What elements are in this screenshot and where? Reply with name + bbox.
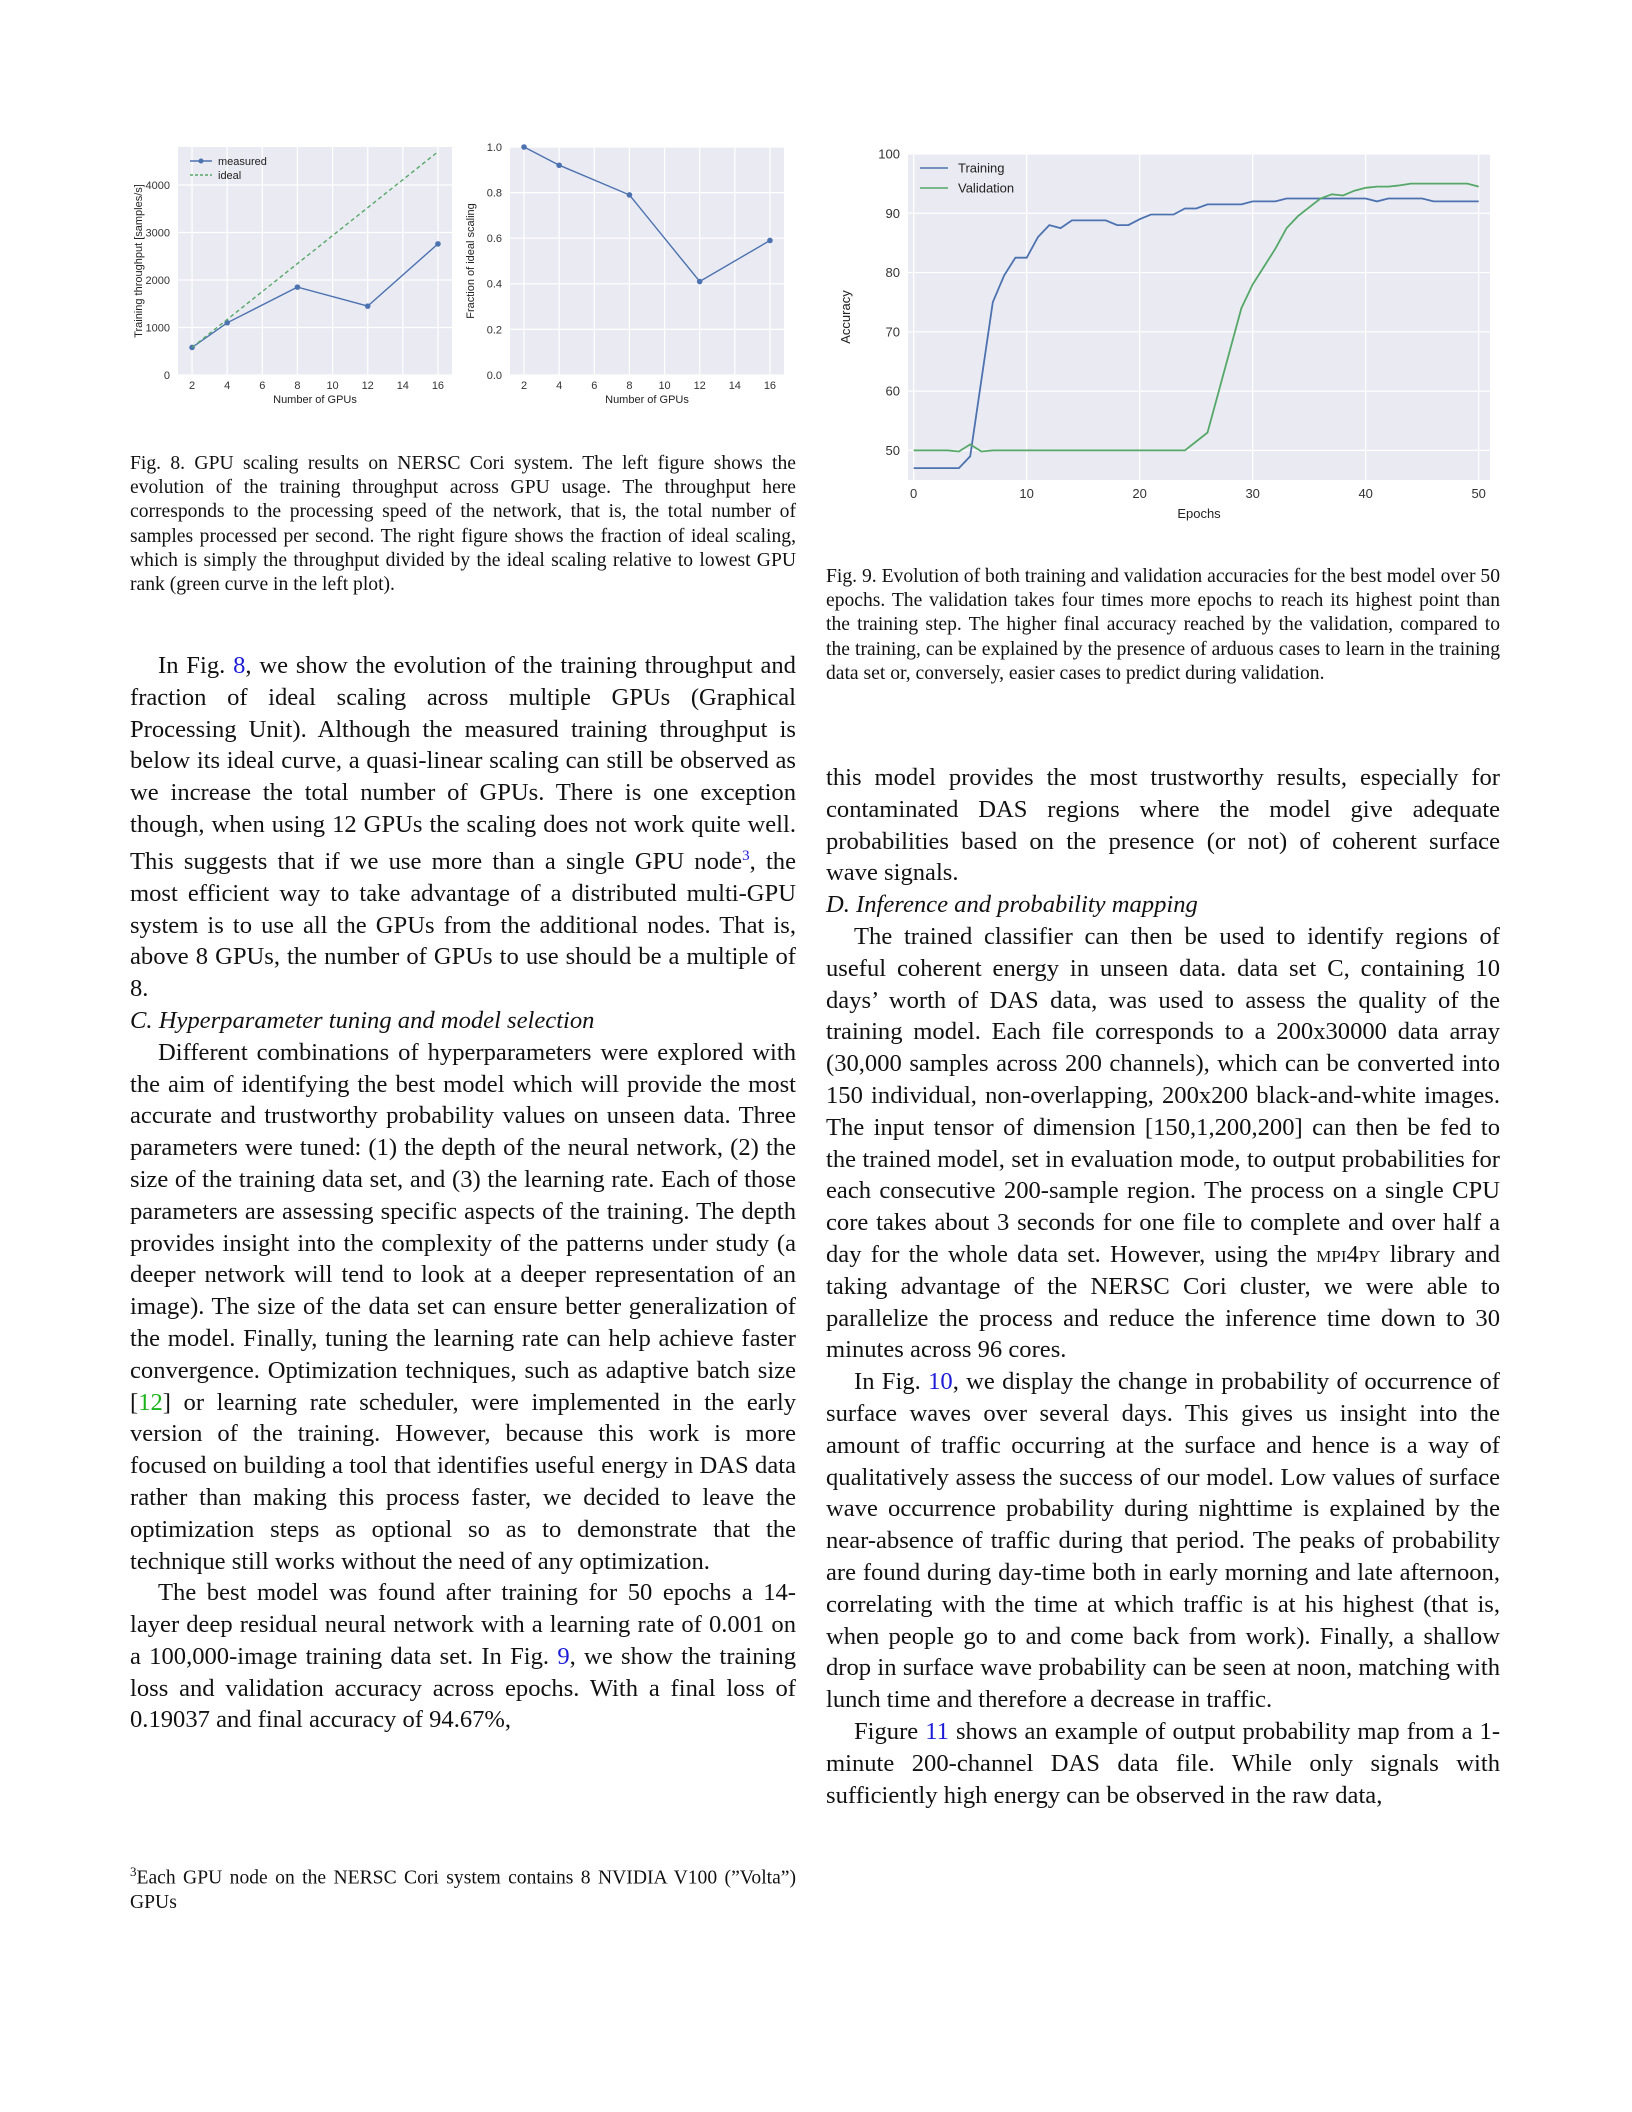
x-tick-label: 4	[224, 380, 231, 392]
fig9-caption: Fig. 9. Evolution of both training and validation accuracies for the best model over 50 epochs. The validation takes four times more epochs to reach its highest point than the training step. The higher final accuracy reached by the validation, compared to the training, can be explained by the presence of arduous cases to learn in the training data set or, conversely, easier cases to predict during validation.	[826, 566, 1500, 684]
x-tick-label: 14	[728, 380, 741, 392]
y-tick-label: 70	[885, 324, 900, 340]
section-d-heading: D. Inference and probability mapping	[826, 891, 1198, 919]
y-axis-title: Training throughput [samples/s]	[133, 184, 145, 338]
data-point	[295, 284, 301, 290]
y-tick-label: 0	[163, 369, 170, 382]
x-tick-label: 6	[591, 380, 598, 392]
paragraph-probability-days: In Fig. 10, we display the change in probability of occurrence of surface waves over several days. This gives us insight into the amount of traffic occurring at the surface and hence is a way of qualitatively assess the success of our model. Low values of surface wave occurrence probability during nighttime is explained by the near-absence of traffic during that period. The peaks of probability are found during day-time both in early morning and late afternoon, correlating with the time at which traffic is at his highest (that is, when people go to and come back from work). Finally, a shallow drop in surface wave probability can be seen at noon, matching with lunch time and therefore a decrease in traffic.	[826, 1368, 1500, 1714]
x-tick-label: 8	[294, 380, 301, 392]
paragraph-hyperparameters: Different combinations of hyperparameters were explored with the aim of identifying the best model which will provide the most accurate and trustworthy probability values on unseen data. Three parameters were tuned: (1) the depth of the neural network, (2) the size of the training data set, and (3) the learning rate. Each of those parameters are assessing specific aspects of the training. The depth provides insight into the complexity of the patterns under study (a deeper network will tend to look at a deeper representation of an image). The size of the data set can ensure better generalization of the model. Finally, tuning the learning rate can help achieve faster convergence. Optimization techniques, such as adaptive batch size [12] or learning rate scheduler, were implemented in the early version of the training. However, because this work is more focused on building a tool that identifies useful energy in DAS data rather than making this process faster, we decided to leave the optimization steps as optional so as to demonstrate that the technique still works without the need of any optimization.	[130, 1038, 796, 1575]
y-tick-label: 50	[885, 442, 900, 458]
x-tick-label: 10	[658, 380, 671, 392]
y-tick-label: 80	[885, 265, 900, 281]
data-point	[556, 162, 562, 168]
x-tick-label: 16	[431, 380, 445, 392]
x-tick-label: 8	[626, 380, 633, 392]
fig9-link[interactable]: 9	[557, 1642, 570, 1670]
data-point	[521, 144, 527, 150]
y-tick-label: 90	[885, 205, 900, 221]
data-point	[697, 279, 703, 285]
x-tick-label: 20	[1132, 486, 1147, 501]
fig8-link[interactable]: 8	[233, 652, 246, 679]
plot-area	[510, 147, 784, 375]
fig10-link[interactable]: 10	[928, 1368, 953, 1396]
legend-marker	[199, 159, 204, 164]
y-tick-label: 100	[878, 146, 900, 162]
y-tick-label: 60	[885, 383, 900, 399]
x-tick-label: 30	[1245, 486, 1260, 501]
fig9-accuracy-chart	[828, 140, 1500, 525]
paragraph-best-model: The best model was found after training for 50 epochs a 14-layer deep residual neural network with a learning rate of 0.001 on a 100,000-image training data set. In Fig. 9, we show the training loss and validation accuracy across epochs. With a final loss of 0.19037 and final accuracy of 94.67%,	[130, 1579, 796, 1734]
section-c-heading: C. Hyperparameter tuning and model selection	[130, 1006, 595, 1034]
y-tick-label: 0.0	[486, 369, 502, 382]
x-tick-label: 6	[259, 380, 266, 392]
legend-label: measured	[218, 155, 267, 168]
data-point	[627, 192, 633, 198]
plot-area	[908, 154, 1490, 480]
x-tick-label: 4	[556, 380, 563, 392]
y-tick-label: 1.0	[486, 141, 502, 154]
x-tick-label: 12	[693, 380, 706, 392]
x-axis-title: Epochs	[1177, 506, 1221, 521]
y-tick-label: 3000	[145, 227, 170, 240]
y-tick-label: 0.2	[486, 324, 502, 337]
y-axis-title: Fraction of ideal scaling	[465, 203, 477, 319]
footnote-3-link[interactable]: 3	[742, 847, 750, 864]
x-tick-label: 2	[188, 380, 196, 392]
x-tick-label: 10	[1019, 486, 1034, 501]
paragraph-gpu-scaling: In Fig. 8, we show the evolution of the training throughput and fraction of ideal scaling across multiple GPUs (Graphical Processing Unit). Although the measured training throughput is below its ideal curve, a quasi-linear scaling can still be observed as we increase the total number of GPUs. There is one exception though, when using 12 GPUs the scaling does not work quite well. This suggests that if we use more than a single GPU node$^3$, the most efficient way to take advantage of a distributed multi-GPU system is to use all the GPUs from the additional nodes. That is, above 8 GPUs, the number of GPUs to use should be a multiple of 8.	[130, 652, 796, 1003]
paragraph-probability-map: Figure 11 shows an example of output probability map from a 1-minute 200-channel DAS data file. While only signals with sufficiently high energy can be observed in the raw data,	[826, 1717, 1501, 1809]
legend-label: Validation	[958, 180, 1015, 196]
legend-label: Training	[958, 160, 1005, 176]
x-tick-label: 40	[1358, 486, 1373, 501]
throughput-chart-svg	[130, 135, 460, 415]
x-tick-label: 10	[326, 380, 339, 392]
x-axis-title: Number of GPUs	[605, 394, 689, 406]
x-tick-label: 50	[1471, 486, 1486, 501]
paragraph-trustworthy: this model provides the most trustworthy results, especially for contaminated DAS regions where the model give adequate probabilities based on the presence (or not) of coherent surface wave signals.	[826, 764, 1500, 887]
x-tick-label: 16	[763, 380, 777, 392]
data-point	[365, 303, 371, 309]
paragraph-inference: The trained classifier can then be used to identify regions of useful coherent energy in unseen data. data set C, containing 10 days’ worth of DAS data, was used to assess the quality of the training model. Each file corresponds to a 200x30000 data array (30,000 samples across 200 channels), which can be converted into 150 individual, non-overlapping, 200x200 black-and-white images. The input tensor of dimension [150,1,200,200] can then be fed to the trained model, set in evaluation mode, to output probabilities for each consecutive 200-sample region. The process on a single CPU core takes about 3 seconds for one file to complete and over half a day for the whole data set. However, using the mpi4py library and taking advantage of the NERSC Cori cluster, we were able to parallelize the process and reduce the inference time down to 30 minutes across 96 cores.	[826, 922, 1500, 1364]
x-tick-label: 12	[361, 380, 374, 392]
fig8-caption: Fig. 8. GPU scaling results on NERSC Cori system. The left figure shows the evolution of the training throughput across GPU usage. The throughput here corresponds to the processing speed of the network, that is, the total number of samples processed per second. The right figure shows the fraction of ideal scaling, which is simply the throughput divided by the ideal scaling relative to lowest GPU rank (green curve in the left plot).	[130, 453, 796, 596]
scaling-chart-svg	[462, 135, 792, 415]
data-point	[767, 238, 773, 244]
y-tick-label: 0.8	[486, 187, 502, 200]
data-point	[435, 241, 441, 247]
right-column	[826, 762, 1500, 1811]
ref-12-link[interactable]: 12	[138, 1388, 163, 1416]
x-tick-label: 2	[520, 380, 528, 392]
y-axis-title: Accuracy	[838, 290, 853, 344]
y-tick-label: 4000	[145, 179, 170, 192]
accuracy-chart-svg	[828, 140, 1500, 525]
y-tick-label: 2000	[145, 274, 170, 287]
legend-label: ideal	[218, 169, 242, 182]
footnote-3: $^3$Each GPU node on the NERSC Cori system contains 8 NVIDIA V100 (”Volta”) GPUs	[130, 1864, 796, 1913]
y-tick-label: 0.4	[486, 278, 502, 291]
y-tick-label: 0.6	[486, 233, 502, 246]
y-tick-label: 1000	[145, 322, 170, 335]
x-tick-label: 14	[396, 380, 409, 392]
left-column	[130, 650, 796, 1736]
fig8-scaling-chart	[462, 135, 792, 415]
fig8-throughput-chart	[130, 135, 460, 415]
x-tick-label: 0	[910, 486, 918, 501]
x-axis-title: Number of GPUs	[273, 394, 357, 406]
fig11-link[interactable]: 11	[925, 1717, 949, 1745]
